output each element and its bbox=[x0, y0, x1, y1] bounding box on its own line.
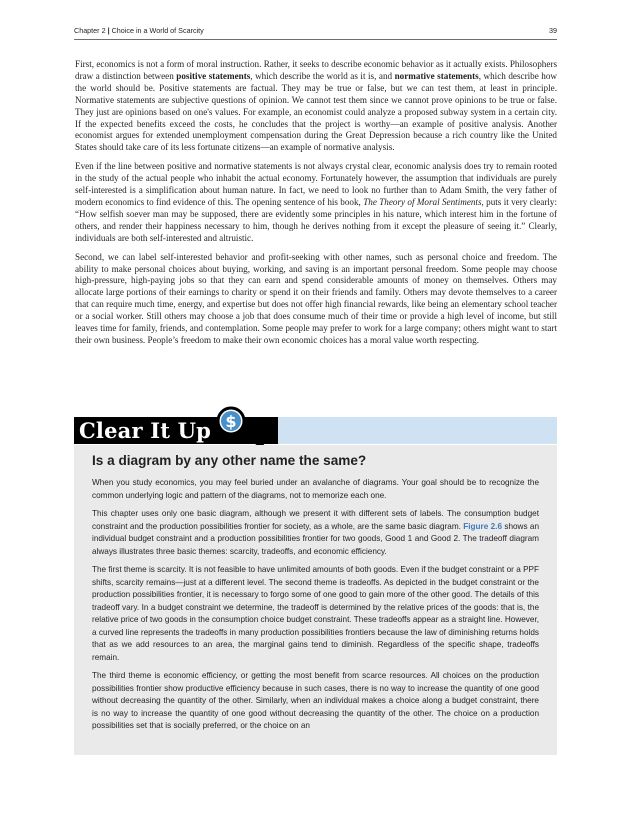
paragraph-adam-smith bbox=[75, 161, 557, 244]
chapter-reference bbox=[74, 26, 204, 35]
feature-paragraph-3: The first theme is scarcity. It is not feasible to have unlimited amounts of both goods. Even if the budget constraint or a PPF shifts, scarcity remains—just at a different level. The second theme is tradeoffs. As depicted in the budget constraint or the production possibilities frontier, it is necessary to forgo some of one good to gain more of the other good. The details of this tradeoff vary. In a budget constraint we determine, the tradeoff is determined by the relative prices of the goods: that is, the relative price of two goods in the consumption choice budget constraint. These tradeoffs appear as a straight line. However, a curved line represents the tradeoffs in many production possibilities frontiers because the law of diminishing returns holds that as we add resources to an area, the marginal gains tend to diminish. Regardless of the specific shape, tradeoffs remain. bbox=[92, 565, 539, 662]
paragraph-personal-choice: Second, we can label self-interested behavior and profit-seeking with other names, such as personal choice and freedom. The ability to make personal choices about buying, working, and saving is an important personal freedom. Some people may choose high-pressure, high-paying jobs so that they can earn and spend considerable amounts of money on themselves. Others may allocate large portions of their earnings to charity or spend it on their friends and family. Others may devote themselves to a career that can require much time, energy, and expertise but does not offer high financial rewards, like being an elementary school teacher or a social worker. Still others may choose a job that does consume much of their time or provide a high level of income, but still leaves time for family, friends, and contemplation. Some people may prefer to work for a large company; others might want to start their own business. People’s freedom to make their own economic choices has a moral value worth respecting. bbox=[75, 251, 557, 345]
text-run: First, economics is not a form of moral instruction. Rather, it seeks to describe economic behavior as it actually exists. Philosophers draw a distinction between bbox=[75, 59, 557, 81]
text-run: , which describe how the world should be. Positive statements are factual. They may be true or false, but we can test them, at least in principle. Normative statements are subjective questions of opinion. We cannot test them since we cannot prove opinions to be true or false. They just are opinions based on one's values. For example, an economist could analyze a proposed subway system in a certain city. If the expected benefits exceed the costs, he concludes that the project is worthy—an example of positive analysis. Another economist argues for extended unemployment compensation during the Great Depression because a rich country like the United States should take care of its less fortunate citizens—an example of normative analysis. bbox=[75, 70, 557, 153]
text-run: This chapter uses only one basic diagram, although we present it with different sets of labels. The consumption budget constraint and the production possibilities frontier for society, as a whole, are the same basic diagram. bbox=[92, 509, 539, 531]
header-rule bbox=[74, 39, 557, 40]
running-header bbox=[74, 23, 557, 37]
feature-paragraph-1: When you study economics, you may feel buried under an avalanche of diagrams. Your goal should be to recognize the common underlying logic and pattern of the diagrams, not to memorize each one. bbox=[92, 478, 539, 500]
book-title: The Theory of Moral Sentiments bbox=[363, 196, 482, 207]
figure-2-6-link[interactable]: Figure 2.6 bbox=[463, 521, 503, 531]
feature-title: Is a diagram by any other name the same? bbox=[92, 453, 367, 468]
text-run: Even if the line between positive and normative statements is not always crystal clear, economic analysis does try to remain rooted in the study of the actual people who inhabit the actual economy. Fortunately however, the assumption that individuals are purely self-interested is a simplification about human nature. In fact, we need to look no further than to Adam Smith, the very father of modern economics to find evidence of this. The opening sentence of his book, bbox=[75, 161, 557, 207]
feature-header-band bbox=[274, 417, 557, 444]
feature-content bbox=[92, 453, 539, 739]
term-positive-statements: positive statements bbox=[176, 70, 251, 81]
svg-text:$: $ bbox=[225, 412, 237, 431]
chapter-number: Chapter 2 bbox=[74, 26, 106, 35]
feature-header bbox=[74, 411, 557, 445]
header-separator: | bbox=[107, 26, 110, 35]
chapter-title: Choice in a World of Scarcity bbox=[111, 26, 204, 35]
feature-paragraph-4: The third theme is economic efficiency, or getting the most benefit from scarce resources. All choices on the production possibilities frontier show productive efficiency because in such cases, there is no way to increase the quantity of one good without decreasing the quantity of the other. Similarly, when an individual makes a choice along a budget constraint, there is no way to increase the quantity of one good without decreasing the quantity of the other. The choice on a production possibilities set that is socially preferred, or the choice on an bbox=[92, 671, 539, 730]
text-run: , which describe the world as it is, and bbox=[250, 70, 395, 81]
feature-label: Clear It Up bbox=[74, 417, 278, 444]
feature-paragraph-2 bbox=[92, 508, 539, 558]
text-run: shows an individual budget constraint and a production possibilities frontier for two goods, Good 1 and Good 2. The tradeoff diagram always illustrates three basic themes: scarcity, tradeoffs, and economic efficiency. bbox=[92, 521, 539, 556]
paragraph-positive-normative bbox=[75, 59, 557, 154]
text-run: , puts it very clearly: “How selfish soever man may be supposed, there are evidently some principles in his nature, which interest him in the fortune of others, and render their happiness necessary to him, though he derives nothing from it except the pleasure of seeing it.” Clearly, individuals are both self-interested and altruistic. bbox=[75, 196, 558, 243]
page-number: 39 bbox=[549, 26, 557, 35]
magnifying-glass-dollar-icon bbox=[214, 405, 266, 449]
term-normative-statements: normative statements bbox=[394, 70, 479, 81]
body-text bbox=[75, 59, 557, 354]
